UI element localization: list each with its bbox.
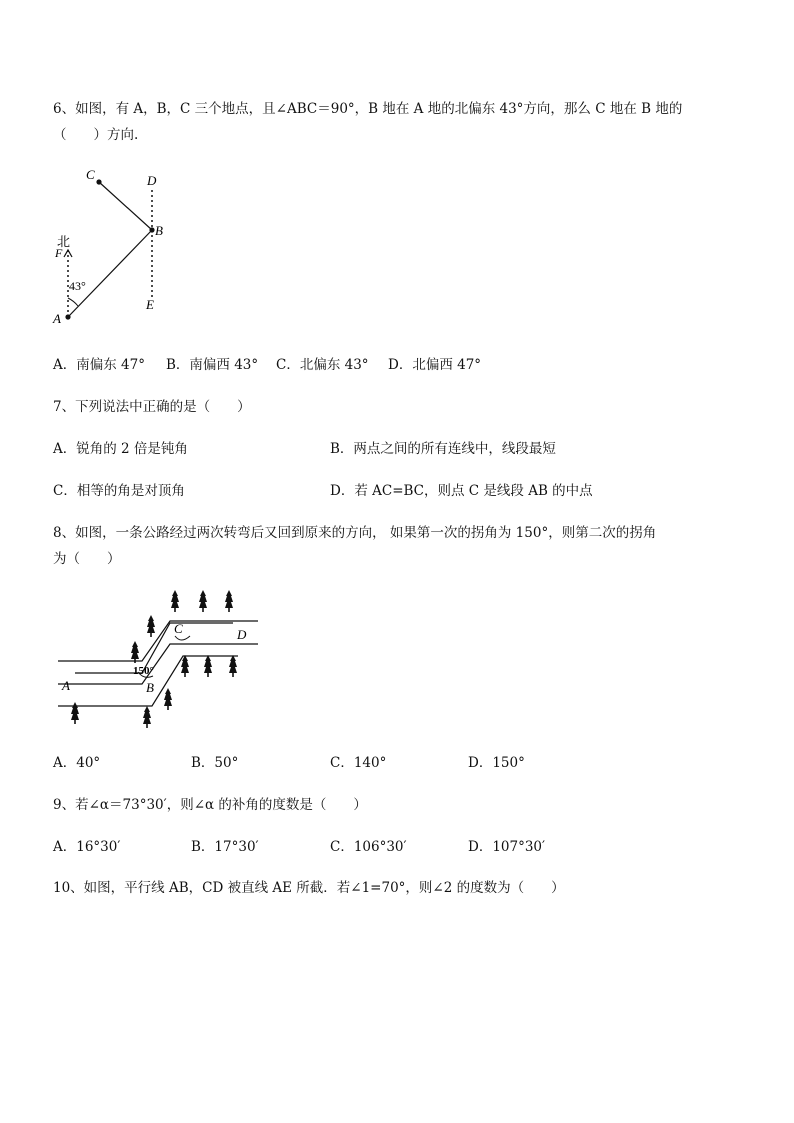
q6-label-angle: 43° xyxy=(69,279,86,293)
q8-label-D: D xyxy=(237,627,247,642)
q9-option-a[interactable]: A．16°30′ xyxy=(53,839,121,855)
q8-figure xyxy=(58,588,258,733)
q6-label-A: A xyxy=(53,311,61,326)
q6-option-d[interactable]: D．北偏西 47° xyxy=(388,357,482,373)
q8-option-b[interactable]: B．50° xyxy=(191,755,239,771)
q9-option-b[interactable]: B．17°30′ xyxy=(191,839,259,855)
q9-option-c[interactable]: C．106°30′ xyxy=(330,839,407,855)
q9-stem: 9、若∠α＝73°30′，则∠α 的补角的度数是（ ） xyxy=(53,797,367,813)
q7-option-b[interactable]: B．两点之间的所有连线中，线段最短 xyxy=(330,441,556,457)
q8-stem-line1: 8、如图，一条公路经过两次转弯后又回到原来的方向， 如果第一次的拐角为 150°，则第二次的拐角 xyxy=(53,525,657,541)
q6-label-F: F xyxy=(55,246,63,260)
q8-option-c[interactable]: C．140° xyxy=(330,755,387,771)
q6-label-D: D xyxy=(147,173,157,188)
q6-figure xyxy=(48,165,178,335)
q8-option-d[interactable]: D．150° xyxy=(468,755,525,771)
q8-label-angle: 150° xyxy=(133,665,154,677)
q6-label-north: 北 xyxy=(57,234,71,249)
q6-stem-line1: 6、如图，有 A，B，C 三个地点，且∠ABC＝90°，B 地在 A 地的北偏东 43°方向，那么 C 地在 B 地的 xyxy=(53,101,683,117)
q7-option-d[interactable]: D．若 AC=BC，则点 C 是线段 AB 的中点 xyxy=(330,483,593,499)
q8-option-a[interactable]: A．40° xyxy=(53,755,101,771)
q10-stem: 10、如图，平行线 AB，CD 被直线 AE 所截．若∠1=70°，则∠2 的度数为（ ） xyxy=(53,880,565,896)
q8-label-A: A xyxy=(62,678,70,693)
q7-stem: 7、下列说法中正确的是（ ） xyxy=(53,399,251,415)
q6-label-E: E xyxy=(146,297,154,312)
q7-option-c[interactable]: C．相等的角是对顶角 xyxy=(53,483,185,499)
q8-stem-line2: 为（ ） xyxy=(53,551,121,567)
q6-option-a[interactable]: A．南偏东 47° xyxy=(53,357,145,373)
q6-label-B: B xyxy=(155,223,163,238)
q7-option-a[interactable]: A．锐角的 2 倍是钝角 xyxy=(53,441,188,457)
q9-option-d[interactable]: D．107°30′ xyxy=(468,839,546,855)
q6-stem-line2: （ ）方向. xyxy=(53,127,139,143)
q6-label-C: C xyxy=(86,167,95,182)
q6-option-b[interactable]: B．南偏西 43° xyxy=(166,357,259,373)
q8-label-C: C xyxy=(174,621,183,636)
q6-option-c[interactable]: C．北偏东 43° xyxy=(276,357,369,373)
q8-label-B: B xyxy=(146,680,154,695)
